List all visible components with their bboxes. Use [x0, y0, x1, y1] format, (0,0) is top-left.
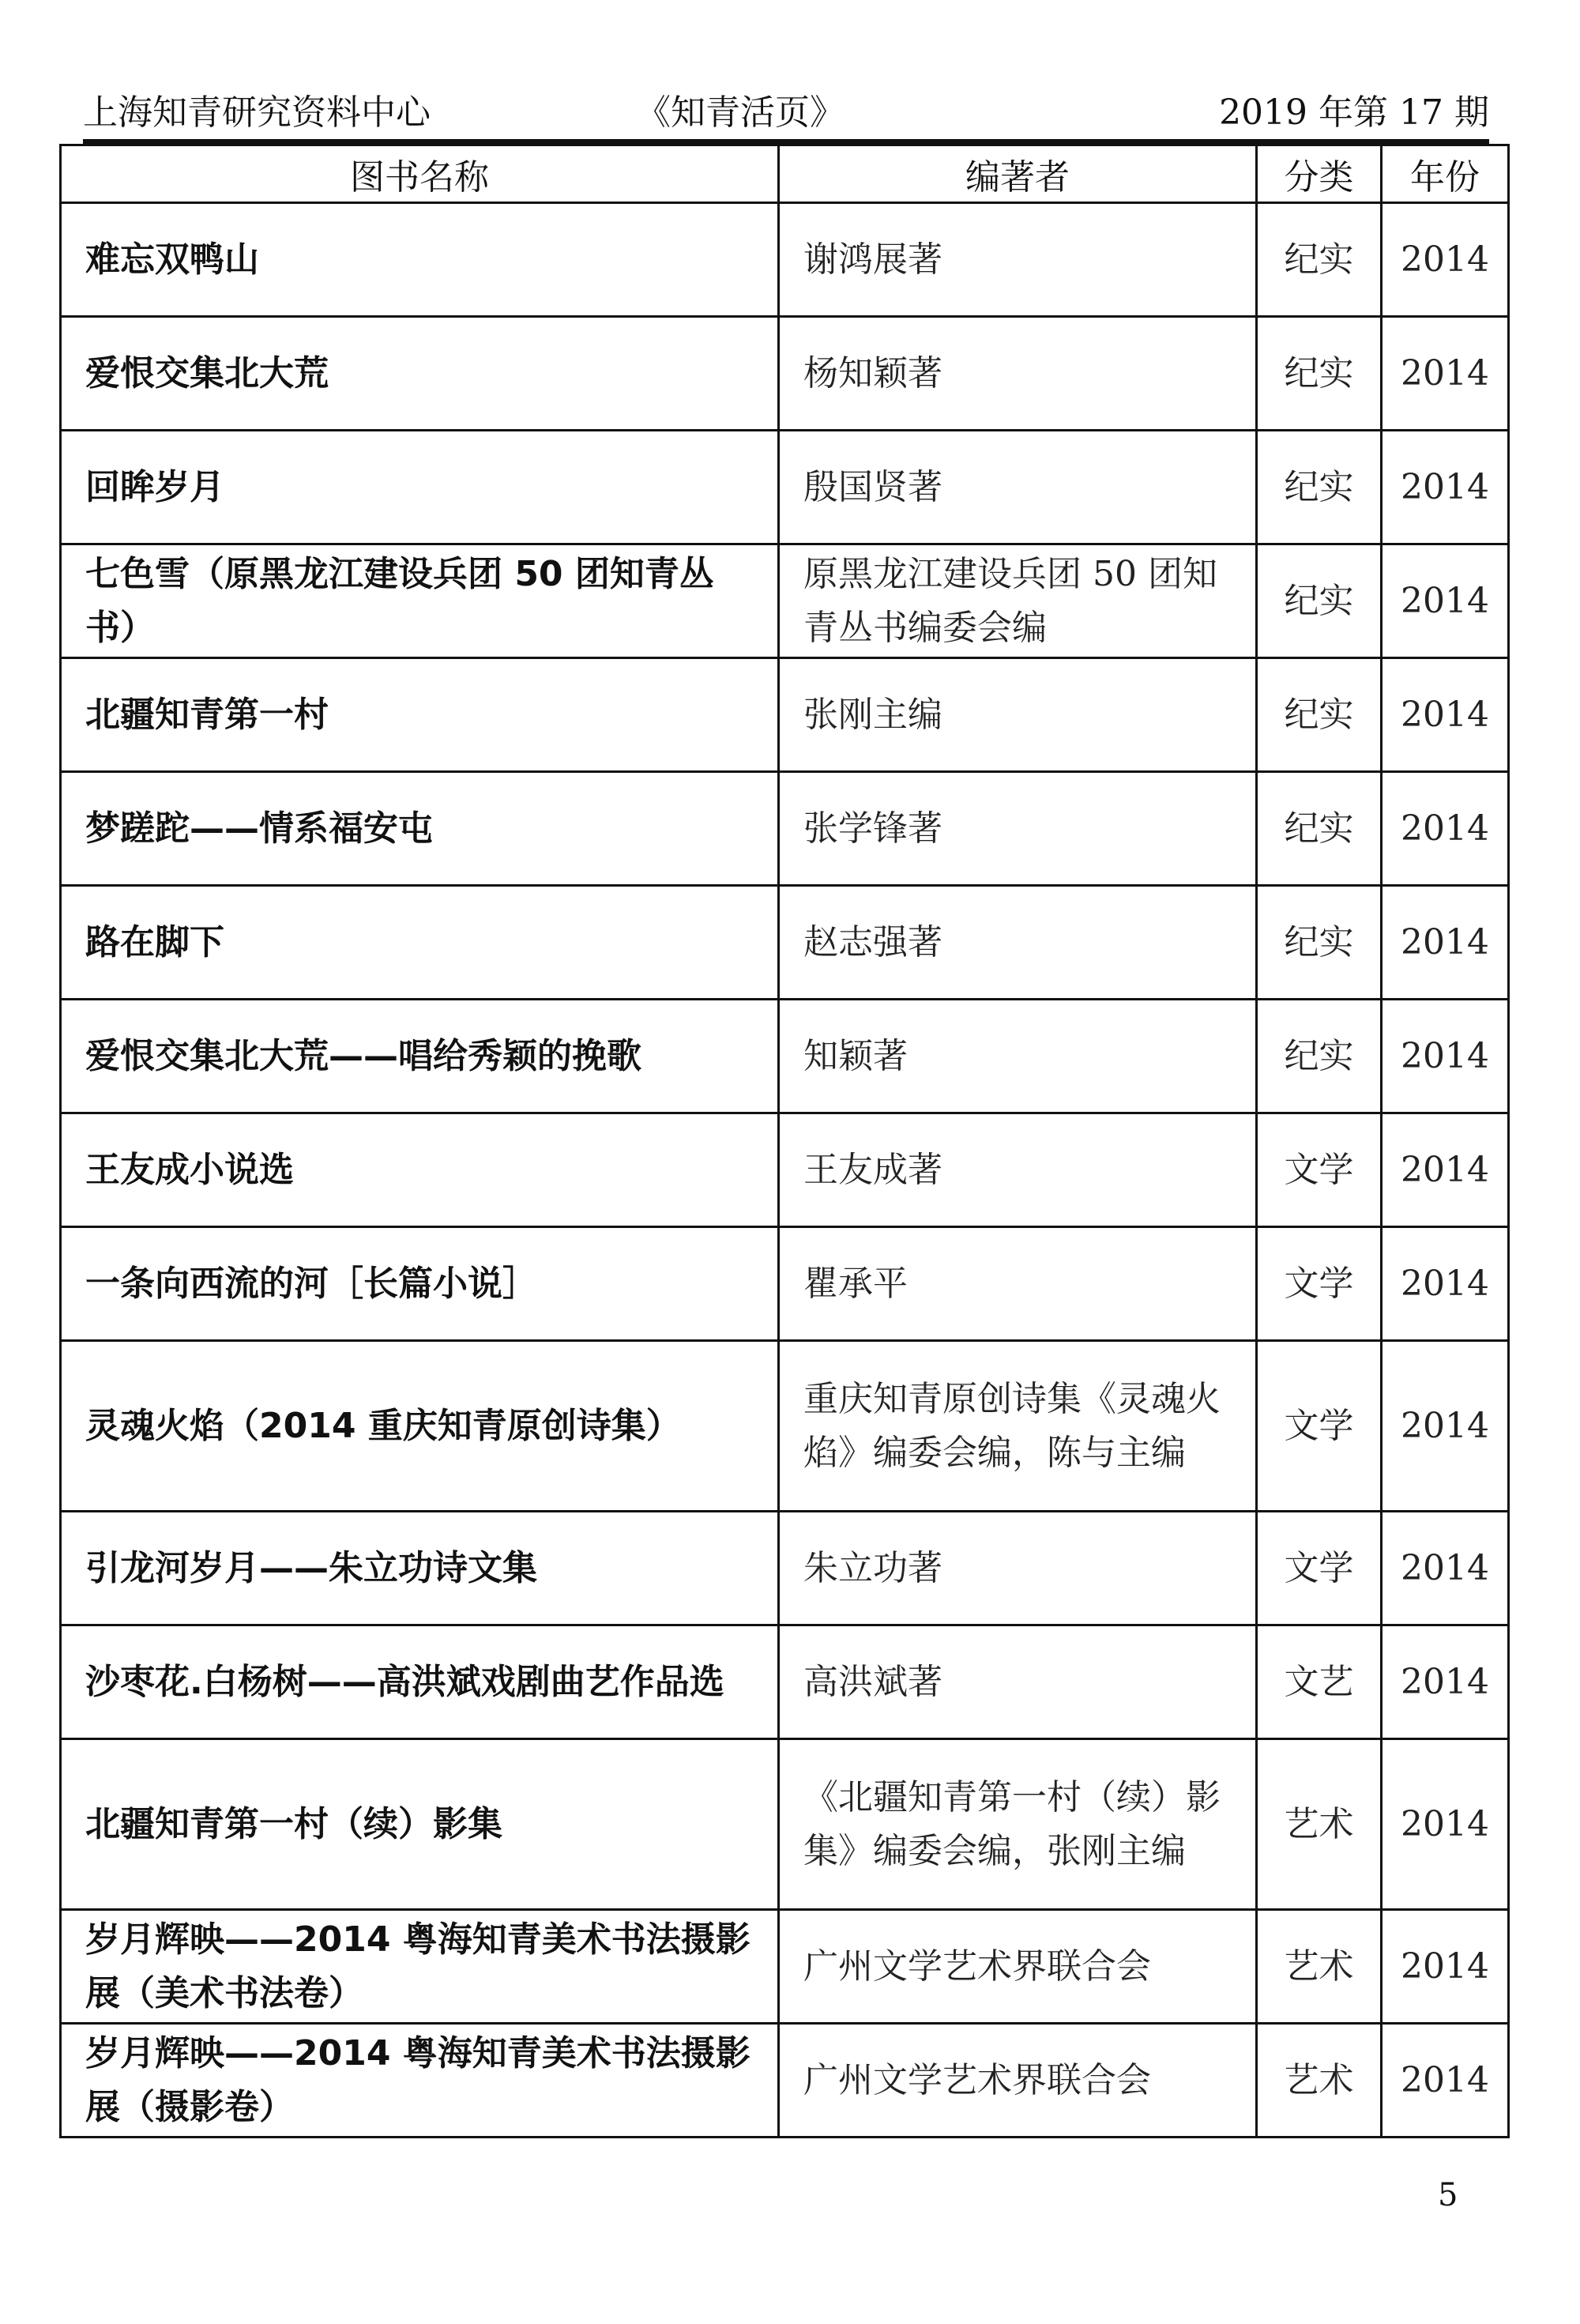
book-title: 爱恨交集北大荒: [61, 317, 779, 431]
book-year: 2014: [1382, 658, 1509, 772]
book-author: 谢鸿展著: [779, 203, 1257, 317]
table-row: [61, 317, 1509, 431]
book-category: 纪实: [1257, 431, 1382, 544]
book-title: 爱恨交集北大荒——唱给秀颖的挽歌: [61, 1000, 779, 1113]
book-year: 2014: [1382, 2024, 1509, 2138]
book-author: 重庆知青原创诗集《灵魂火焰》编委会编，陈与主编: [779, 1341, 1257, 1512]
book-year: 2014: [1382, 1227, 1509, 1341]
book-year: 2014: [1382, 1000, 1509, 1113]
book-author: 瞿承平: [779, 1227, 1257, 1341]
book-author: 朱立功著: [779, 1512, 1257, 1625]
book-category: 纪实: [1257, 772, 1382, 886]
table-row: [61, 1625, 1509, 1739]
book-title: 岁月辉映——2014 粤海知青美术书法摄影展（美术书法卷）: [61, 1910, 779, 2024]
book-category: 艺术: [1257, 2024, 1382, 2138]
page-header: [83, 79, 1489, 134]
book-year: 2014: [1382, 1341, 1509, 1512]
table-row: [61, 1341, 1509, 1512]
book-year: 2014: [1382, 1910, 1509, 2024]
book-year: 2014: [1382, 203, 1509, 317]
book-category: 文学: [1257, 1113, 1382, 1227]
book-author: 《北疆知青第一村（续）影集》编委会编，张刚主编: [779, 1739, 1257, 1910]
table-row: [61, 431, 1509, 544]
book-title: 难忘双鸭山: [61, 203, 779, 317]
table-row: [61, 1739, 1509, 1910]
book-author: 赵志强著: [779, 886, 1257, 1000]
book-category: 艺术: [1257, 1739, 1382, 1910]
book-author: 广州文学艺术界联合会: [779, 2024, 1257, 2138]
book-category: 纪实: [1257, 886, 1382, 1000]
book-title: 岁月辉映——2014 粤海知青美术书法摄影展（摄影卷）: [61, 2024, 779, 2138]
book-author: 原黑龙江建设兵团 50 团知青丛书编委会编: [779, 544, 1257, 658]
table-row: [61, 1113, 1509, 1227]
book-year: 2014: [1382, 317, 1509, 431]
book-year: 2014: [1382, 1739, 1509, 1910]
header-issue: 2019 年第 17 期: [1219, 92, 1489, 133]
book-title: 七色雪（原黑龙江建设兵团 50 团知青丛书）: [61, 544, 779, 658]
book-category: 文学: [1257, 1227, 1382, 1341]
book-year: 2014: [1382, 1512, 1509, 1625]
book-author: 杨知颖著: [779, 317, 1257, 431]
book-year: 2014: [1382, 1625, 1509, 1739]
book-title: 梦蹉跎——情系福安屯: [61, 772, 779, 886]
book-year: 2014: [1382, 886, 1509, 1000]
book-category: 文学: [1257, 1341, 1382, 1512]
book-author: 知颖著: [779, 1000, 1257, 1113]
column-header-author: 编著者: [779, 145, 1257, 203]
book-year: 2014: [1382, 772, 1509, 886]
table-row: [61, 1000, 1509, 1113]
column-header-year: 年份: [1382, 145, 1509, 203]
table-row: [61, 1227, 1509, 1341]
book-year: 2014: [1382, 1113, 1509, 1227]
header-publication: 《知青活页》: [636, 92, 845, 133]
table-row: [61, 886, 1509, 1000]
book-author: 张学锋著: [779, 772, 1257, 886]
book-title: 一条向西流的河［长篇小说］: [61, 1227, 779, 1341]
header-organization: 上海知青研究资料中心: [83, 92, 431, 133]
column-header-category: 分类: [1257, 145, 1382, 203]
table-row: [61, 772, 1509, 886]
table-row: [61, 1512, 1509, 1625]
book-table: [59, 144, 1510, 2138]
book-title: 灵魂火焰（2014 重庆知青原创诗集）: [61, 1341, 779, 1512]
book-year: 2014: [1382, 431, 1509, 544]
book-category: 文学: [1257, 1512, 1382, 1625]
book-category: 纪实: [1257, 658, 1382, 772]
book-category: 纪实: [1257, 203, 1382, 317]
table-row: [61, 658, 1509, 772]
book-category: 纪实: [1257, 1000, 1382, 1113]
table-header-row: [61, 145, 1509, 203]
book-category: 纪实: [1257, 317, 1382, 431]
column-header-title: 图书名称: [61, 145, 779, 203]
book-title: 北疆知青第一村（续）影集: [61, 1739, 779, 1910]
table-row: [61, 2024, 1509, 2138]
book-title: 引龙河岁月——朱立功诗文集: [61, 1512, 779, 1625]
table-row: [61, 1910, 1509, 2024]
table-row: [61, 544, 1509, 658]
book-category: 文艺: [1257, 1625, 1382, 1739]
page-number: 5: [1438, 2177, 1458, 2213]
book-title: 沙枣花.白杨树——高洪斌戏剧曲艺作品选: [61, 1625, 779, 1739]
book-title: 王友成小说选: [61, 1113, 779, 1227]
book-author: 殷国贤著: [779, 431, 1257, 544]
book-author: 张刚主编: [779, 658, 1257, 772]
table-row: [61, 203, 1509, 317]
book-title: 北疆知青第一村: [61, 658, 779, 772]
book-year: 2014: [1382, 544, 1509, 658]
book-author: 高洪斌著: [779, 1625, 1257, 1739]
book-category: 艺术: [1257, 1910, 1382, 2024]
book-author: 王友成著: [779, 1113, 1257, 1227]
book-category: 纪实: [1257, 544, 1382, 658]
book-author: 广州文学艺术界联合会: [779, 1910, 1257, 2024]
book-title: 路在脚下: [61, 886, 779, 1000]
book-title: 回眸岁月: [61, 431, 779, 544]
